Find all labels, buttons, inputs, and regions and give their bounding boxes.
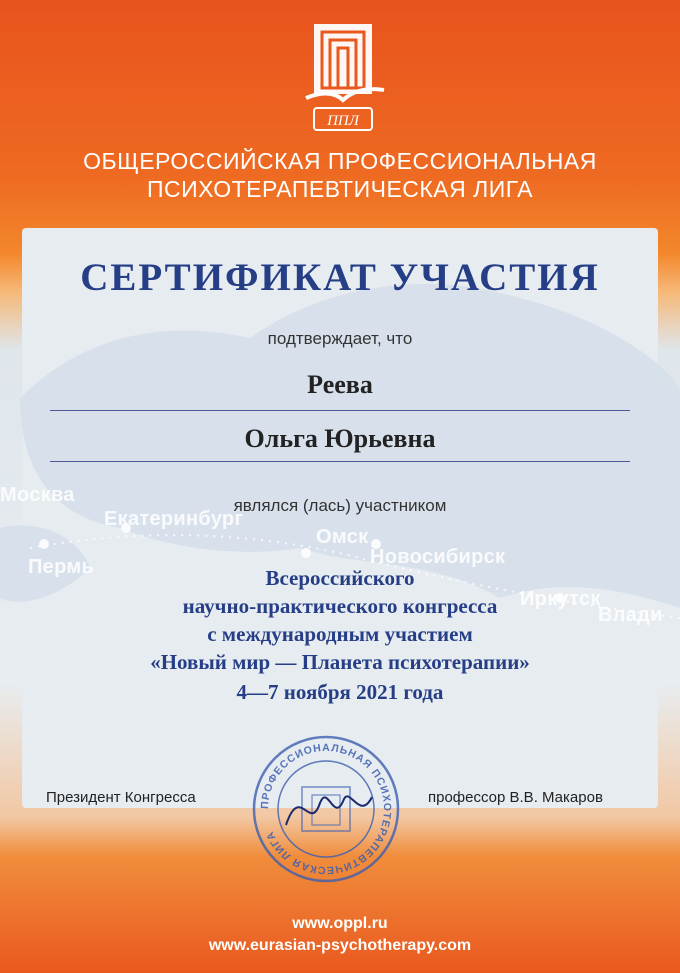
participant-given-names: Ольга Юрьевна xyxy=(244,424,436,453)
signatory-name: профессор В.В. Макаров xyxy=(428,789,603,806)
official-stamp xyxy=(250,733,402,885)
event-line1: Всероссийского xyxy=(265,566,415,590)
stamp-ring-text: ПРОФЕССИОНАЛЬНАЯ ПСИХОТЕРАПЕВТИЧЕСКАЯ ЛИГА xyxy=(258,741,394,877)
organization-name-line1: ОБЩЕРОССИЙСКАЯ ПРОФЕССИОНАЛЬНАЯ xyxy=(83,148,597,174)
map-city: Влади xyxy=(598,604,663,626)
website-link[interactable]: www.eurasian-psychotherapy.com xyxy=(208,937,472,954)
map-city: Новосибирск xyxy=(370,546,506,568)
event-line2: научно-практического конгресса xyxy=(182,594,498,618)
svg-text:ПРОФЕССИОНАЛЬНАЯ ПСИХОТЕРАПЕВТ xyxy=(259,742,393,876)
participant-surname: Реева xyxy=(307,370,373,399)
name-underline xyxy=(50,461,630,462)
organization-name-line2: ПСИХОТЕРАПЕВТИЧЕСКАЯ ЛИГА xyxy=(146,176,534,202)
map-city: Иркутск xyxy=(520,588,601,610)
certificate-title: СЕРТИФИКАТ УЧАСТИЯ xyxy=(80,256,600,299)
signatory-title: Президент Конгресса xyxy=(46,789,196,806)
participant-status-text: являлся (лась) участником xyxy=(233,496,447,515)
confirms-text: подтверждает, что xyxy=(267,329,413,348)
event-line3: с международным участием xyxy=(207,622,473,646)
event-dates: 4—7 ноября 2021 года xyxy=(236,680,444,704)
map-city: Омск xyxy=(316,526,369,548)
map-city: Екатеринбург xyxy=(104,508,244,530)
name-underline xyxy=(50,410,630,411)
map-city: Москва xyxy=(0,484,75,506)
handwritten-signature xyxy=(286,796,372,825)
website-link[interactable]: www.oppl.ru xyxy=(292,915,388,932)
logo-text: ППЛ xyxy=(327,113,359,129)
league-logo xyxy=(300,18,386,138)
map-city: Пермь xyxy=(28,556,95,578)
event-line4: «Новый мир — Планета психотерапии» xyxy=(150,650,530,674)
